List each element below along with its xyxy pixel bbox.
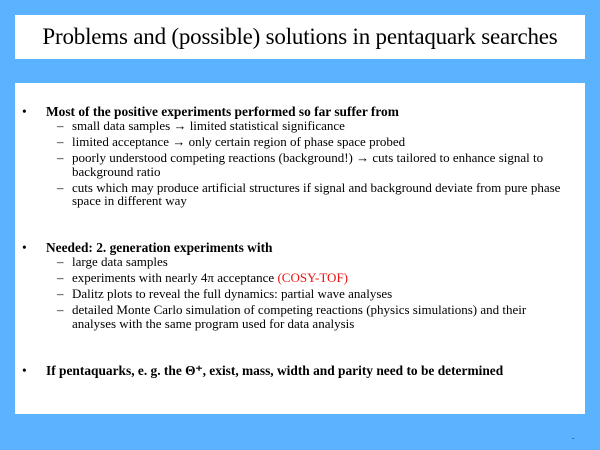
bullet-symbol: • [22, 104, 27, 119]
bullet-heading: If pentaquarks, e. g. the Θ⁺, exist, mass, width and parity need to be determined [46, 363, 504, 378]
sub-item-text: limited acceptance → only certain region of phase space probed [72, 134, 406, 149]
dash-symbol: – [57, 179, 64, 195]
section-needed [15, 240, 585, 333]
sub-item-text: large data samples [72, 254, 168, 269]
dash-symbol: – [57, 254, 64, 269]
sub-item-text: cuts which may produce artificial structures if signal and background deviate from pure phase space in different way [72, 179, 561, 208]
slide-title: Problems and (possible) solutions in pentaquark searches [42, 24, 558, 49]
content-panel [15, 83, 585, 414]
bullet-heading: Needed: 2. generation experiments with [46, 240, 273, 255]
sub-item-text: detailed Monte Carlo simulation of competing reactions (physics simulations) and their analyses with the same program used for data analysis [72, 302, 527, 331]
bullet-symbol: • [22, 363, 27, 378]
cosy-tof-highlight: (COSY-TOF) [277, 270, 349, 285]
sub-item [57, 270, 569, 285]
dash-symbol: – [57, 270, 64, 285]
dash-symbol: – [57, 118, 64, 133]
sub-item-text: small data samples → limited statistical significance [72, 118, 345, 133]
bullet-heading: Most of the positive experiments performed so far suffer from [46, 104, 399, 119]
bullet-needed [15, 240, 585, 255]
bullet-problems [15, 104, 585, 119]
sub-item-text: poorly understood competing reactions (background!) → cuts tailored to enhance signal to background ratio [72, 150, 544, 179]
sub-item [57, 118, 569, 133]
section-pentaquarks [15, 363, 585, 378]
page-mark: . [572, 431, 575, 441]
sub-list [15, 119, 585, 208]
sub-item [57, 286, 569, 301]
sub-item [57, 254, 569, 269]
sub-item [57, 179, 569, 208]
bullet-symbol: • [22, 240, 27, 255]
section-problems [15, 104, 585, 210]
dash-symbol: – [57, 302, 64, 317]
sub-list [15, 255, 585, 330]
dash-symbol: – [57, 134, 64, 149]
sub-item-text: experiments with nearly 4π acceptance [72, 270, 275, 285]
sub-item [57, 134, 569, 149]
sub-item-text: Dalitz plots to reveal the full dynamics: partial wave analyses [72, 286, 393, 301]
dash-symbol: – [57, 150, 64, 165]
title-panel [15, 15, 585, 59]
bullet-pentaquarks [15, 363, 585, 378]
sub-item [57, 150, 569, 179]
dash-symbol: – [57, 286, 64, 301]
sub-item [57, 302, 569, 331]
